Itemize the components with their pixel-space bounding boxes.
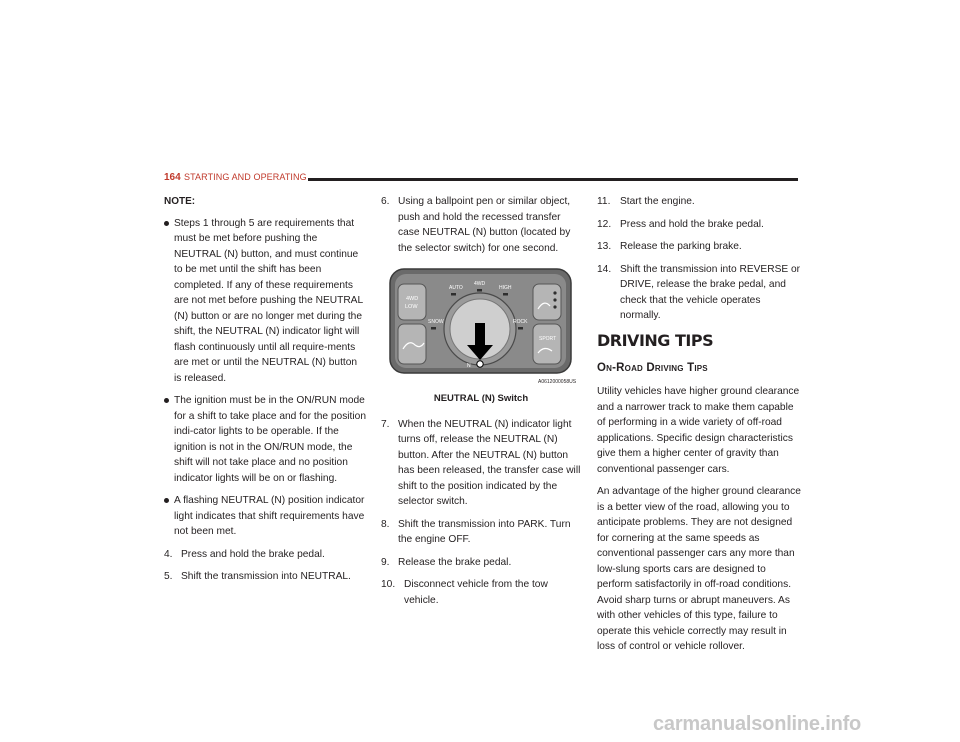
step-text: Shift the transmission into PARK. Turn the engine OFF. [398, 518, 571, 545]
label-high: HIGH [499, 285, 512, 291]
step-5 [164, 569, 366, 585]
step-number: 10. [381, 579, 396, 590]
step-text: Using a ballpoint pen or similar object, push and hold the recessed transfer case NEUTRAL (N) button (located by the selector switch) for one second. [398, 196, 571, 254]
label-low: LOW [405, 304, 418, 310]
step-text: Press and hold the brake pedal. [620, 218, 764, 230]
section-title: STARTING AND OPERATING [184, 172, 307, 182]
step-13 [597, 239, 802, 255]
column-3 [597, 194, 802, 662]
label-auto: AUTO [449, 285, 463, 291]
bullet-icon [164, 498, 169, 503]
step-text: Shift the transmission into REVERSE or DRIVE, release the brake pedal, and check that the vehicle operates normally. [620, 263, 801, 321]
step-text: Release the parking brake. [620, 241, 742, 252]
bullet-icon [164, 398, 169, 403]
step-9 [381, 555, 581, 571]
note-bullet-1 [164, 216, 366, 387]
step-number: 4. [164, 548, 173, 560]
column-2 [381, 194, 581, 615]
step-4 [164, 547, 366, 563]
paragraph-1: Utility vehicles have higher ground clearance and a narrower track to make them capable of performing in a wide variety of off-road applications. Specific design characteristics give them a higher center of gravity than conventional passenger cars. [597, 386, 800, 475]
step-8 [381, 517, 581, 548]
bullet-text: A flashing NEUTRAL (N) position indicator light indicates that shift requirements have not been met. [174, 495, 365, 537]
label-4wd-center: 4WD [474, 281, 486, 287]
step-number: 7. [381, 418, 390, 430]
step-text: Shift the transmission into NEUTRAL. [181, 571, 351, 582]
label-4wd: 4WD [406, 296, 419, 302]
step-6 [381, 194, 581, 256]
neutral-switch-figure [381, 267, 580, 387]
step-11 [597, 194, 802, 210]
step-number: 8. [381, 518, 390, 530]
label-snow: SNOW [428, 319, 444, 325]
paragraph-2: An advantage of the higher ground clearance is a better view of the road, allowing you to anticipate problems. They are not designed for cornering at the same speeds as conventional passenger cars any more than low-slung sports cars are designed to perform satisfactorily in off-road conditions. Avoid sharp turns or abrupt maneuvers. As with other vehicles of this type, failure to operate this vehicle correctly may result in loss of control or vehicle rollover. [597, 486, 801, 652]
bullet-text: The ignition must be in the ON/RUN mode for a shift to take place and for the position indi-cator lights to be operable. If the ignition is not in the ON/RUN mode, the shift will not take place and no position indicator lights will be on or flashing. [174, 395, 366, 484]
column-1 [164, 194, 366, 592]
page-number: 164 [164, 172, 181, 183]
bullet-text: Steps 1 through 5 are requirements that must be met before pushing the NEUTRAL (N) button, and must continue to be met until the shift has been completed. If any of these requirements are not met before pushing the NEUTRAL (N) button or are no longer met during the shift, the NEUTRAL (N) indicator light will flash continuously until all require-ments are met or until the NEUTRAL (N) button is released. [174, 217, 363, 384]
selector-switch-illustration [381, 267, 580, 387]
step-14 [597, 262, 802, 324]
note-bullet-2 [164, 393, 366, 486]
step-10 [381, 577, 581, 608]
step-number: 6. [381, 196, 390, 207]
step-number: 13. [597, 241, 612, 252]
figure-code: A0612000058US [538, 379, 577, 385]
page-header [164, 171, 798, 187]
step-number: 5. [164, 571, 173, 582]
label-sport: SPORT [539, 336, 557, 342]
step-text: Press and hold the brake pedal. [181, 548, 325, 560]
step-text: Disconnect vehicle from the tow vehicle. [404, 579, 548, 606]
note-heading: NOTE: [164, 196, 196, 207]
bullet-icon [164, 221, 169, 226]
step-7 [381, 417, 581, 510]
label-n: N [467, 363, 471, 369]
header-rule [308, 178, 798, 181]
watermark: carmanualsonline.info [653, 713, 862, 735]
step-number: 14. [597, 263, 612, 275]
step-number: 11. [597, 196, 611, 207]
step-text: When the NEUTRAL (N) indicator light turns off, release the NEUTRAL (N) button. After the NEUTRAL (N) button has been released, the transfer case will shift to the position indicated by the selector switch. [398, 418, 581, 507]
figure-caption: NEUTRAL (N) Switch [433, 393, 529, 404]
note-bullet-3 [164, 493, 366, 540]
step-12 [597, 217, 802, 233]
driving-tips-heading: DRIVING TIPS [597, 330, 714, 350]
on-road-driving-tips-heading: On-Road Driving Tips [597, 361, 708, 374]
step-text: Start the engine. [620, 196, 695, 207]
step-number: 9. [381, 556, 390, 568]
step-number: 12. [597, 218, 612, 230]
label-rock: ROCK [513, 319, 528, 325]
step-text: Release the brake pedal. [398, 556, 512, 568]
